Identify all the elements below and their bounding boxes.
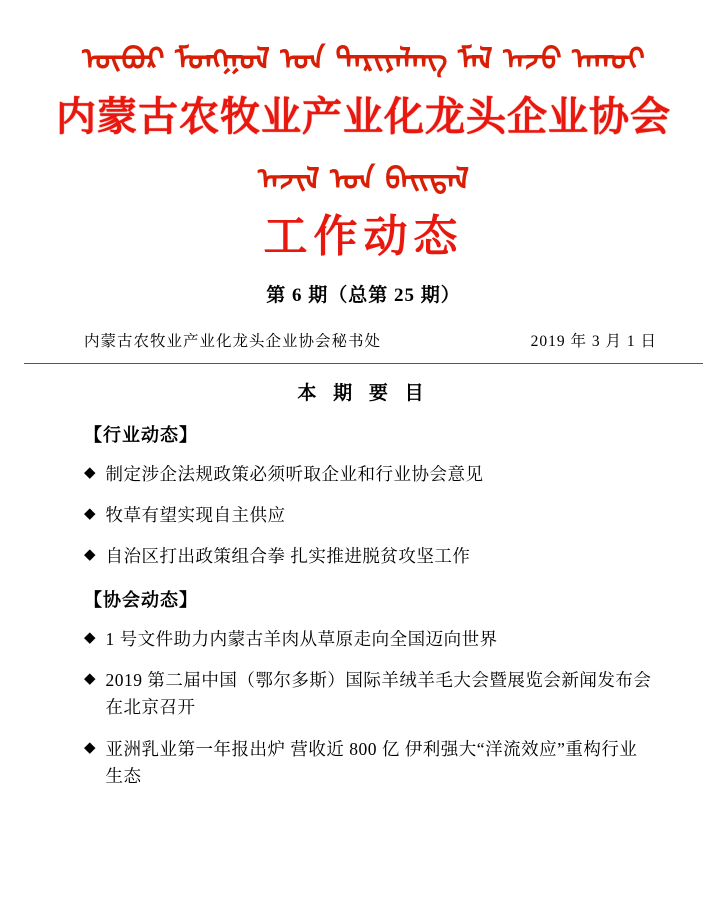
list-item[interactable] (84, 543, 654, 570)
list-item-label: 制定涉企法规政策必须听取企业和行业协会意见 (105, 463, 484, 484)
masthead-meta (0, 329, 727, 351)
list-item[interactable] (84, 461, 654, 488)
mongolian-banner-mid (0, 162, 727, 198)
diamond-bullet-icon: ◆ (84, 505, 96, 522)
list-item-label: 牧草有望实现自主供应 (105, 504, 286, 525)
red-divider (24, 363, 703, 364)
page-title: 内蒙古农牧业产业化龙头企业协会 (56, 94, 671, 140)
contents-heading: 本 期 要 目 (297, 382, 430, 404)
diamond-bullet-icon: ◆ (84, 630, 96, 647)
section-heading-association: 【协会动态】 (84, 590, 198, 611)
list-item[interactable] (84, 667, 654, 721)
mongolian-script-line1: ᠦᠪᠦᠷ ᠮᠣᠩᠭᠣᠯ ᠤᠨ ᠲᠠᠷᠢᠶᠠᠯᠠᠩ ᠮᠠᠯ ᠠᠵᠤ ᠠᠬᠤᠢ (82, 42, 645, 77)
list-item-label: 2019 第二届中国（鄂尔多斯）国际羊绒羊毛大会暨展览会新闻发布会在北京召开 (105, 670, 652, 718)
list-item[interactable] (84, 736, 654, 790)
publish-date: 2019 年 3 月 1 日 (530, 332, 657, 350)
section-heading-industry: 【行业动态】 (84, 424, 198, 445)
diamond-bullet-icon: ◆ (84, 547, 96, 564)
list-item-label: 亚洲乳业第一年报出炉 营收近 800 亿 伊利强大“洋流效应”重构行业生态 (105, 738, 638, 786)
diamond-bullet-icon: ◆ (84, 464, 96, 481)
mongolian-banner-top (0, 0, 727, 77)
list-item[interactable] (84, 502, 654, 529)
list-item-label: 1 号文件助力内蒙古羊肉从草原走向全国迈向世界 (105, 629, 498, 650)
list-item[interactable] (84, 626, 654, 653)
issue-number: 第 6 期（总第 25 期） (266, 284, 461, 306)
list-item-label: 自治区打出政策组合拳 扎实推进脱贫攻坚工作 (105, 546, 471, 567)
mongolian-script-line2: ᠠᠵᠢᠯ ᠤᠨ ᠪᠠᠢᠳᠠᠯ (257, 162, 470, 198)
diamond-bullet-icon: ◆ (84, 671, 96, 688)
diamond-bullet-icon: ◆ (84, 739, 96, 756)
publisher-name: 内蒙古农牧业产业化龙头企业协会秘书处 (84, 332, 382, 350)
page-subtitle: 工作动态 (263, 211, 464, 261)
